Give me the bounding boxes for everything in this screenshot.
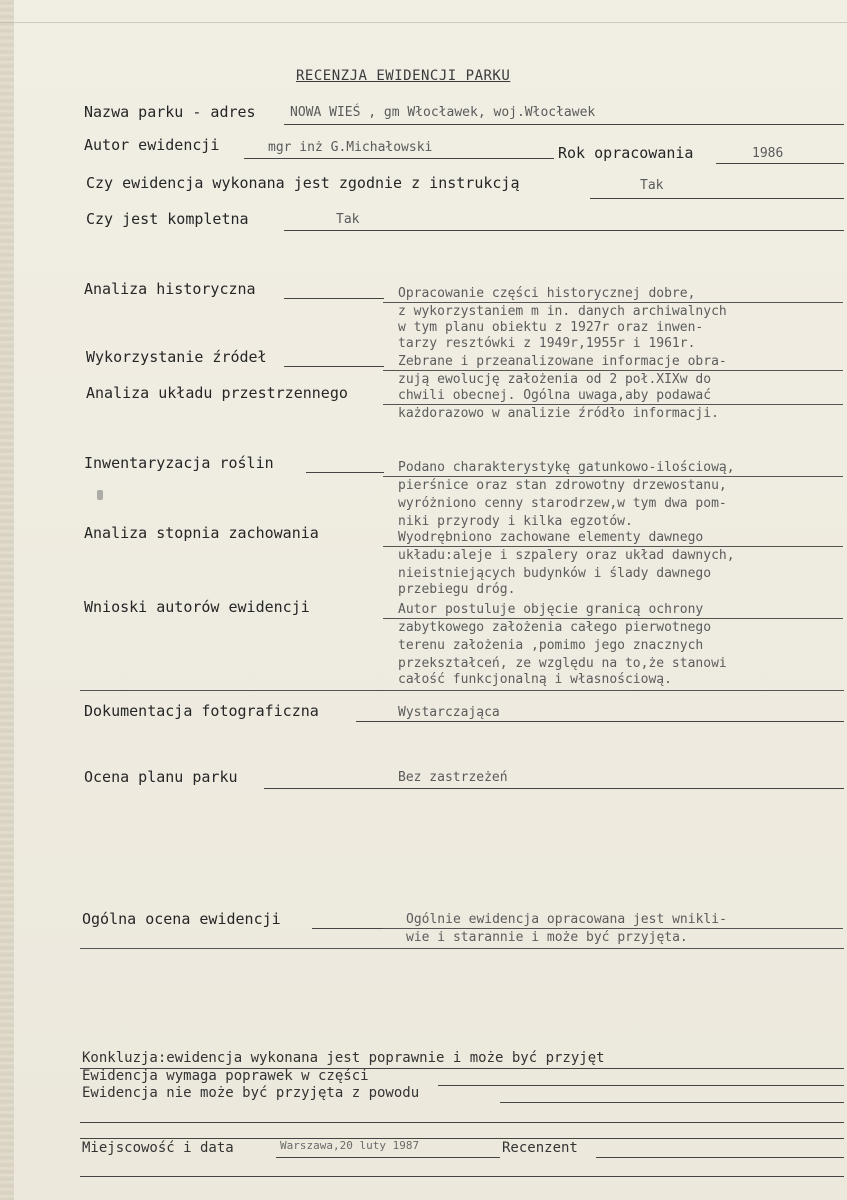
inwent-line: niki przyrody i kilka egzotów.: [398, 514, 633, 529]
rule: [383, 928, 843, 929]
autor-label: Autor ewidencji: [84, 136, 220, 154]
rok-underline: [716, 163, 844, 164]
rule: [383, 404, 843, 405]
inwent-line: wyróżniono cenny starodrzew,w tym dwa pom-: [398, 496, 727, 511]
rule: [383, 476, 843, 477]
analiza-hist-underline: [284, 298, 384, 299]
analiza-hist-line: w tym planu obiektu z 1927r oraz inwen-: [398, 320, 704, 335]
konkluzja-underline: [80, 1122, 844, 1123]
zrodel-label: Wykorzystanie źródeł: [86, 348, 267, 366]
konkluzja-underline: [438, 1085, 844, 1086]
nazwa-label: Nazwa parku - adres: [84, 103, 256, 121]
miejsce-label: Miejscowość i data: [82, 1140, 234, 1156]
wnioski-label: Wnioski autorów ewidencji: [84, 598, 310, 616]
uklad-label: Analiza układu przestrzennego: [86, 384, 348, 402]
uklad-line: chwili obecnej. Ogólna uwaga,aby podawać: [398, 388, 712, 403]
wnioski-line: całość funkcjonalną i własnościową.: [398, 672, 672, 687]
footer-rule: [80, 1176, 844, 1177]
konkluzja-line: Konkluzja:ewidencja wykonana jest poprawnie i może być przyjęt: [82, 1050, 605, 1066]
rule: [383, 618, 843, 619]
plan-label: Ocena planu parku: [84, 768, 238, 786]
rule: [80, 690, 844, 691]
ink-mark: [97, 490, 103, 500]
zrodel-line: zują ewolucję założenia od 2 poł.XIXw do: [398, 372, 712, 387]
nazwa-underline: [284, 124, 844, 125]
autor-value: mgr inż G.Michałowski: [268, 140, 433, 155]
rule: [383, 370, 843, 371]
recenzent-label: Recenzent: [502, 1140, 578, 1156]
miejsce-value: Warszawa,20 luty 1987: [280, 1139, 420, 1152]
zgodnie-label: Czy ewidencja wykonana jest zgodnie z instrukcją: [86, 174, 520, 192]
inwent-label: Inwentaryzacja roślin: [84, 454, 274, 472]
inwent-underline: [306, 472, 384, 473]
ogolna-line: wie i starannie i może być przyjęta.: [406, 930, 688, 945]
stopnia-line: Wyodrębniono zachowane elementy dawnego: [398, 530, 704, 545]
nazwa-value: NOWA WIEŚ , gm Włocławek, woj.Włocławek: [290, 105, 596, 120]
footer-rule: [80, 1138, 844, 1139]
wnioski-line: zabytkowego założenia całego pierwotnego: [398, 620, 712, 635]
wnioski-line: Autor postuluje objęcie granicą ochrony: [398, 602, 704, 617]
konkluzja-line: Ewidencja wymaga poprawek w części: [82, 1068, 369, 1084]
zrodel-line: Zebrane i przeanalizowane informacje obra-: [398, 354, 727, 369]
stopnia-label: Analiza stopnia zachowania: [84, 524, 319, 542]
rule: [383, 546, 843, 547]
kompletna-label: Czy jest kompletna: [86, 210, 249, 228]
analiza-hist-label: Analiza historyczna: [84, 280, 256, 298]
kompletna-value: Tak: [336, 212, 360, 227]
rule: [80, 948, 844, 949]
analiza-hist-line: z wykorzystaniem m in. danych archiwalnych: [398, 304, 727, 319]
zrodel-underline: [284, 366, 384, 367]
wnioski-line: przekształceń, ze względu na to,że stanowi: [398, 656, 727, 671]
stopnia-line: przebiegu dróg.: [398, 582, 516, 597]
zgodnie-underline: [590, 198, 844, 199]
plan-underline: [264, 788, 844, 789]
stopnia-line: nieistniejących budynków i ślady dawnego: [398, 566, 712, 581]
rok-label: Rok opracowania: [558, 144, 694, 162]
wnioski-line: terenu założenia ,pomimo jego znacznych: [398, 638, 704, 653]
analiza-hist-line: tarzy resztówki z 1949r,1955r i 1961r.: [398, 336, 696, 351]
analiza-hist-line: Opracowanie części historycznej dobre,: [398, 286, 696, 301]
rule: [383, 302, 843, 303]
top-fold-line: [0, 22, 847, 23]
konkluzja-underline: [500, 1102, 844, 1103]
zgodnie-value: Tak: [640, 178, 664, 193]
inwent-line: pierśnice oraz stan zdrowotny drzewostanu,: [398, 478, 727, 493]
autor-underline: [244, 158, 554, 159]
miejsce-underline: [276, 1157, 500, 1158]
foto-label: Dokumentacja fotograficzna: [84, 702, 319, 720]
foto-underline: [356, 721, 844, 722]
foto-value: Wystarczająca: [398, 705, 500, 720]
inwent-line: Podano charakterystykę gatunkowo-ilościową,: [398, 460, 735, 475]
rok-value: 1986: [752, 146, 784, 161]
ogolna-label: Ogólna ocena ewidencji: [82, 910, 281, 928]
ogolna-line: Ogólnie ewidencja opracowana jest wnikli-: [406, 912, 727, 927]
paper-edge: [0, 0, 14, 1200]
stopnia-line: układu:aleje i szpalery oraz układ dawnych,: [398, 548, 735, 563]
uklad-line: każdorazowo w analizie źródło informacji.: [398, 406, 719, 421]
plan-value: Bez zastrzeżeń: [398, 770, 508, 785]
document-title: RECENZJA EWIDENCJI PARKU: [296, 68, 511, 84]
recenzent-underline: [596, 1157, 844, 1158]
ogolna-underline: [312, 928, 384, 929]
konkluzja-line: Ewidencja nie może być przyjęta z powodu: [82, 1085, 420, 1101]
kompletna-underline: [284, 230, 844, 231]
